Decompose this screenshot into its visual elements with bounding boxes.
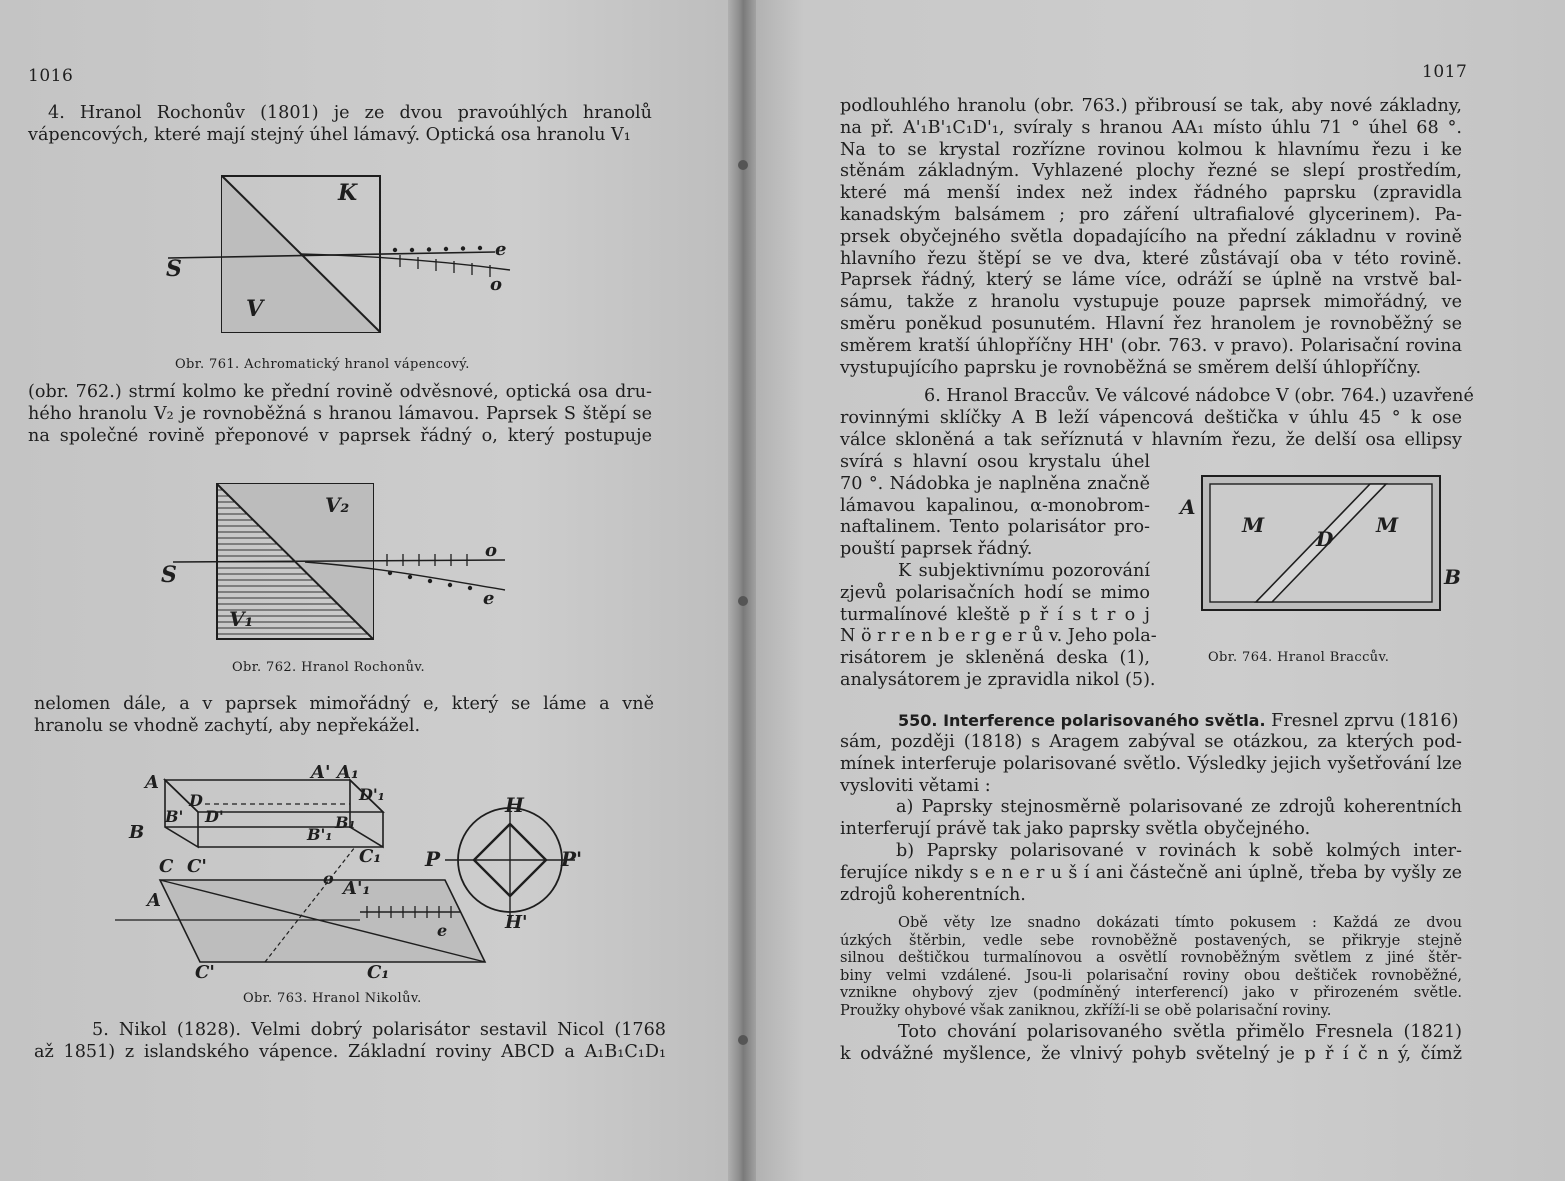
label-D: D bbox=[1316, 527, 1334, 551]
paragraph-obr762 bbox=[28, 382, 652, 447]
label-C-prime-low: C' bbox=[195, 962, 215, 983]
text-line: na společné rovině přeponové v paprsek řádný o, který postupuje bbox=[28, 425, 652, 446]
text-line: 70 °. Nádobka je naplněna značně bbox=[840, 473, 1150, 494]
text-line: analysátorem je zpravidla nikol (5). bbox=[840, 669, 1156, 690]
text-line: turmalínové kleště p ř í s t r o j bbox=[840, 604, 1150, 625]
binding-stitch bbox=[738, 160, 748, 170]
label-S: S bbox=[161, 562, 177, 588]
label-P-prime: P' bbox=[561, 847, 583, 871]
paragraph-bracc-narrow bbox=[840, 452, 1157, 692]
label-B1-prime: B'₁ bbox=[307, 825, 333, 844]
label-o: o bbox=[485, 540, 498, 561]
text-line: vznikne ohybový zjev (podmíněný interferencí) jako v přirozeném světle. bbox=[840, 984, 1462, 1002]
text-line: prsek obyčejného světla dopadajícího na přední základnu v rovině bbox=[840, 226, 1462, 247]
caption-fig-764: Obr. 764. Hranol Braccův. bbox=[1208, 650, 1390, 665]
text-line: naftalinem. Tento polarisátor pro- bbox=[840, 517, 1150, 538]
label-V1: V₁ bbox=[229, 607, 254, 631]
text-line: rovinnými sklíčky A B leží vápencová deštička v úhlu 45 ° k ose bbox=[840, 407, 1462, 428]
section-550-body bbox=[840, 732, 1462, 906]
text-line: které má menší index než index řádného paprsku (zpravidla bbox=[840, 183, 1462, 204]
page-number-right: 1017 bbox=[1422, 62, 1468, 82]
text-line: N ö r r e n b e r g e r ů v. Jeho pola- bbox=[840, 626, 1157, 647]
label-A-top: A bbox=[145, 772, 159, 793]
text-line: b) Paprsky polarisované v rovinách k sobě kolmých inter- bbox=[896, 840, 1462, 861]
text-line: směrem kratší úhlopříčny HH' (obr. 763. v pravo). Polarisační rovina bbox=[840, 335, 1462, 356]
label-A1-top: A₁ bbox=[337, 762, 359, 783]
label-H-prime: H' bbox=[505, 912, 528, 933]
label-A-low: A bbox=[147, 890, 161, 911]
text-line: pouští paprsek řádný. bbox=[840, 539, 1033, 560]
label-B: B bbox=[129, 822, 145, 843]
label-e: e bbox=[483, 588, 495, 609]
text-line: a) Paprsky stejnosměrně polarisované ze zdrojů koherentních bbox=[896, 797, 1462, 818]
text-line: (obr. 762.) strmí kolmo ke přední rovině odvěsnové, optická osa dru- bbox=[28, 382, 652, 402]
text-line: biny velmi vzdálené. Jsou-li polarisační roviny obou deštiček rovnoběžné, bbox=[840, 966, 1462, 984]
text-line: Fresnel zprvu (1816) bbox=[1271, 711, 1459, 731]
figure-764-bracc-prism bbox=[1176, 468, 1461, 618]
text-line: K subjektivnímu pozorování bbox=[898, 560, 1150, 581]
text-line: Proužky ohybové však zaniknou, zkříží-li se obě polarisační roviny. bbox=[840, 1001, 1332, 1019]
text-line: vystupujícího paprsku je rovnoběžná se směrem delší úhlopříčny. bbox=[840, 357, 1422, 378]
text-line: Toto chování polarisovaného světla přimělo Fresnela (1821) bbox=[898, 1022, 1462, 1042]
binding-stitch bbox=[738, 596, 748, 606]
text-line: lámavou kapalinou, α-monobrom- bbox=[840, 495, 1150, 516]
text-line: Obě věty lze snadno dokázati tímto pokusem : Každá ze dvou bbox=[898, 914, 1462, 931]
text-line: zdrojů koherentních. bbox=[840, 884, 1026, 905]
label-B1: B₁ bbox=[335, 813, 356, 832]
text-line: hranolu se vhodně zachytí, aby nepřekážel. bbox=[34, 715, 421, 736]
label-V2: V₂ bbox=[325, 493, 350, 517]
left-page bbox=[0, 0, 738, 1181]
page-number-left: 1016 bbox=[28, 66, 74, 86]
label-V: V bbox=[246, 296, 264, 322]
label-D-prime: D' bbox=[205, 807, 224, 826]
text-line: mínek interferuje polarisované světlo. Výsledky jejich vyšetřování lze bbox=[840, 753, 1462, 774]
text-line: sám, později (1818) s Aragem zabýval se otázkou, za kterých pod- bbox=[840, 732, 1462, 752]
label-P: P bbox=[425, 847, 441, 871]
text-line: směru poněkud posunutém. Hlavní řez hranolem je rovnoběžný se bbox=[840, 313, 1462, 334]
label-B-prime: B' bbox=[165, 807, 184, 826]
text-line: silnou deštičkou turmalínovou a osvětlí rovnoběžným světlem z jiné štěr- bbox=[840, 949, 1462, 967]
text-line: 6. Hranol Braccův. Ve válcové nádobce V (obr. 764.) uzavřené bbox=[924, 386, 1474, 406]
text-line: 4. Hranol Rochonův (1801) je ze dvou pravoúhlých hranolů bbox=[48, 103, 652, 123]
label-M-left: M bbox=[1242, 513, 1265, 537]
label-e: e bbox=[437, 921, 448, 940]
figure-762-rochon-prism bbox=[155, 478, 525, 648]
text-line: 5. Nikol (1828). Velmi dobrý polarisátor sestavil Nicol (1768 bbox=[92, 1020, 666, 1040]
text-line: Paprsek řádný, který se láme více, odráží se úplně na vrstvě bal- bbox=[840, 270, 1462, 291]
label-e: e bbox=[495, 239, 507, 260]
label-D1-prime: D'₁ bbox=[359, 785, 385, 804]
text-line: svírá s hlavní osou krystalu úhel bbox=[840, 452, 1150, 472]
caption-fig-761: Obr. 761. Achromatický hranol vápencový. bbox=[175, 357, 470, 372]
text-line: risátorem je skleněná deska (1), bbox=[840, 648, 1150, 669]
label-A-prime: A' bbox=[311, 762, 331, 783]
paragraph-nelomen bbox=[34, 694, 654, 738]
text-line: interferují právě tak jako paprsky světla obyčejného. bbox=[840, 819, 1311, 840]
binding-stitch bbox=[738, 1035, 748, 1045]
text-line: na př. A'₁B'₁C₁D'₁, svíraly s hranou AA₁ místo úhlu 71 ° úhel 68 °. bbox=[840, 117, 1462, 138]
label-M-right: M bbox=[1376, 513, 1399, 537]
section-550-heading-line bbox=[898, 710, 1462, 733]
right-page bbox=[738, 0, 1565, 1181]
label-C: C bbox=[159, 856, 174, 877]
text-line: Na to se krystal rozřízne rovinou kolmou k hlavnímu řezu i ke bbox=[840, 139, 1462, 160]
figure-763-nicol-prism bbox=[115, 752, 615, 987]
paragraph-fresnel bbox=[840, 1022, 1462, 1066]
text-line: podlouhlého hranolu (obr. 763.) přibrousí se tak, aby nové základny, bbox=[840, 96, 1462, 116]
text-line: až 1851) z islandského vápence. Základní roviny ABCD a A₁B₁C₁D₁ bbox=[34, 1041, 666, 1062]
text-line: stěnám základným. Vyhlazené plochy řezné se slepí prostředím, bbox=[840, 161, 1462, 182]
text-line: nelomen dále, a v paprsek mimořádný e, který se láme a vně bbox=[34, 694, 654, 714]
label-o: o bbox=[490, 274, 503, 295]
text-line: úzkých štěrbin, vedle sebe rovnoběžně postavených, se přikryje stejně bbox=[840, 931, 1462, 949]
caption-fig-762: Obr. 762. Hranol Rochonův. bbox=[232, 660, 426, 675]
text-line: k odvážné myšlence, že vlnivý pohyb světelný je p ř í č n ý, čímž bbox=[840, 1043, 1462, 1064]
label-B: B bbox=[1444, 565, 1461, 589]
paragraph-rochon bbox=[28, 103, 652, 147]
label-D: D bbox=[189, 791, 203, 810]
caption-fig-763: Obr. 763. Hranol Nikolův. bbox=[243, 991, 422, 1006]
label-A: A bbox=[1180, 495, 1196, 519]
figure-761-achromatic-prism bbox=[150, 170, 530, 345]
label-H: H bbox=[505, 793, 524, 817]
section-number: 550. bbox=[898, 711, 938, 730]
label-C1-top: C₁ bbox=[359, 846, 382, 867]
paragraph-nikol bbox=[34, 1020, 666, 1064]
label-S: S bbox=[166, 256, 182, 282]
paragraph-nicol-continued bbox=[840, 96, 1462, 379]
text-line: válce skloněná a tak seříznutá v hlavním řezu, že delší osa ellipsy bbox=[840, 429, 1462, 450]
label-A1-low: A'₁ bbox=[343, 878, 371, 899]
text-line: vápencových, které mají stejný úhel lámavý. Optická osa hranolu V₁ bbox=[28, 124, 631, 145]
text-line: zjevů polarisačních hodí se mimo bbox=[840, 582, 1150, 603]
text-line: hlavního řezu štěpí se ve dva, které zůstávají oba v této rovině. bbox=[840, 248, 1462, 269]
text-line: hého hranolu V₂ je rovnoběžná s hranou lámavou. Paprsek S štěpí se bbox=[28, 403, 652, 424]
label-o: o bbox=[323, 869, 334, 888]
text-line: kanadským balsámem ; pro záření ultrafialové glycerinem). Pa- bbox=[840, 204, 1462, 225]
section-title: Interference polarisovaného světla. bbox=[943, 711, 1266, 730]
paragraph-experiment bbox=[840, 914, 1462, 1020]
label-K: K bbox=[338, 180, 358, 206]
label-C-prime: C' bbox=[187, 856, 207, 877]
book-gutter bbox=[728, 0, 756, 1181]
paragraph-bracc bbox=[840, 386, 1474, 451]
label-C1-low: C₁ bbox=[367, 962, 390, 983]
text-line: vysloviti větami : bbox=[840, 775, 991, 796]
text-line: ferujíce nikdy s e n e r u š í ani částečně ani úplně, třeba by vyšly ze bbox=[840, 862, 1462, 883]
text-line: sámu, takže z hranolu vystupuje pouze paprsek mimořádný, ve bbox=[840, 292, 1462, 313]
